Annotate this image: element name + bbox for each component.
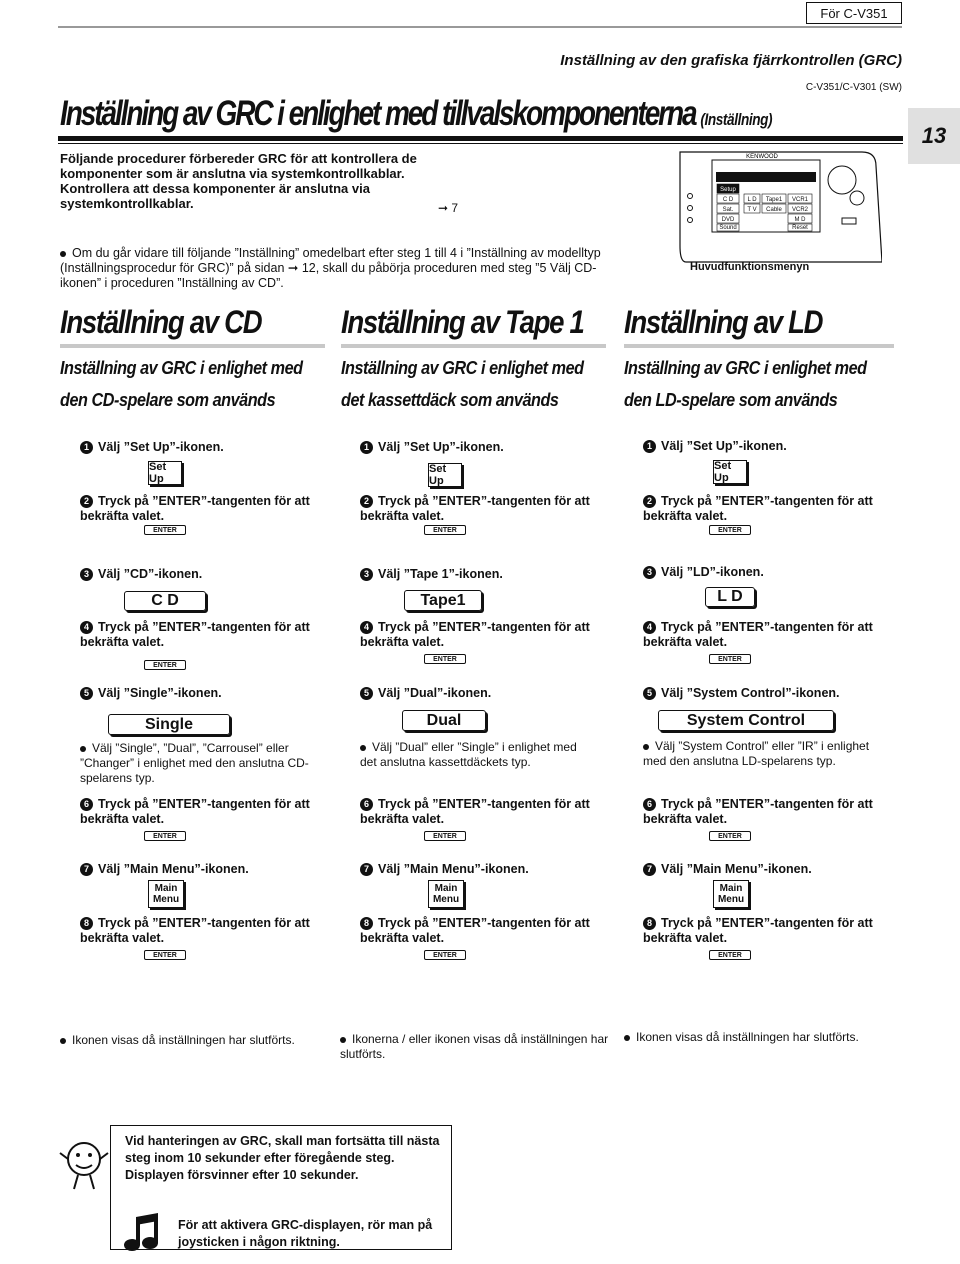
step-number-3: 3 bbox=[643, 566, 656, 579]
step-text: Tryck på ”ENTER”-tangenten för att bekräfta valet. bbox=[360, 797, 590, 826]
enter-icon: ENTER bbox=[144, 660, 186, 670]
ld-note-5 bbox=[643, 739, 878, 769]
setup-icon: Set Up bbox=[713, 460, 747, 484]
step-text: Tryck på ”ENTER”-tangenten för att bekräfta valet. bbox=[80, 916, 310, 945]
enter-icon: ENTER bbox=[144, 950, 186, 960]
bullet-icon bbox=[624, 1035, 630, 1041]
step-text: Tryck på ”ENTER”-tangenten för att bekräfta valet. bbox=[80, 494, 310, 523]
main-menu-caption: Huvudfunktionsmenyn bbox=[690, 261, 810, 273]
step-text: Tryck på ”ENTER”-tangenten för att bekräfta valet. bbox=[643, 620, 873, 649]
remote-button-label: Reset bbox=[792, 224, 808, 231]
step-text: Välj ”LD”-ikonen. bbox=[661, 565, 764, 579]
main-menu-icon bbox=[428, 880, 464, 908]
step-text: Tryck på ”ENTER”-tangenten för att bekräfta valet. bbox=[643, 494, 873, 523]
step-number-6: 6 bbox=[80, 798, 93, 811]
main-menu-label-1: Main bbox=[719, 883, 743, 894]
remote-button-label: T V bbox=[747, 206, 757, 213]
note-text: Välj ”System Control” eller ”IR” i enlighet med den anslutna LD-spelarens typ. bbox=[643, 739, 870, 768]
note-text: Ikonen visas då inställningen har slutförts. bbox=[636, 1030, 859, 1044]
step-text: Tryck på ”ENTER”-tangenten för att bekräfta valet. bbox=[360, 916, 590, 945]
step-text: Välj ”Main Menu”-ikonen. bbox=[98, 862, 249, 876]
ld-completion-note bbox=[624, 1030, 894, 1045]
remote-button-label: L D bbox=[747, 196, 757, 203]
step-text: Välj ”Set Up”-ikonen. bbox=[98, 440, 224, 454]
main-menu-label-2: Menu bbox=[152, 894, 180, 905]
column-subtitle-1: Inställning av GRC i enlighet med bbox=[60, 358, 303, 378]
column-rule bbox=[341, 344, 606, 348]
column-tape1 bbox=[341, 304, 606, 416]
step-text: Tryck på ”ENTER”-tangenten för att bekräfta valet. bbox=[360, 620, 590, 649]
step-number-5: 5 bbox=[643, 687, 656, 700]
bullet-icon bbox=[60, 251, 66, 257]
ld-step-4 bbox=[643, 620, 893, 650]
step-number-7: 7 bbox=[360, 863, 373, 876]
step-number-1: 1 bbox=[643, 440, 656, 453]
tape-completion-note bbox=[340, 1032, 610, 1062]
step-text: Tryck på ”ENTER”-tangenten för att bekräfta valet. bbox=[80, 797, 310, 826]
column-title: Inställning av LD bbox=[624, 304, 823, 340]
column-title: Inställning av CD bbox=[60, 304, 262, 340]
enter-icon: ENTER bbox=[144, 831, 186, 841]
step-number-7: 7 bbox=[80, 863, 93, 876]
tape-step-1 bbox=[360, 440, 605, 455]
step-text: Tryck på ”ENTER”-tangenten för att bekräfta valet. bbox=[80, 620, 310, 649]
step-text: Välj ”CD”-ikonen. bbox=[98, 567, 203, 581]
column-title: Inställning av Tape 1 bbox=[341, 304, 584, 340]
step-text: Tryck på ”ENTER”-tangenten för att bekräfta valet. bbox=[360, 494, 590, 523]
step-number-3: 3 bbox=[360, 568, 373, 581]
note-top-text: Om du går vidare till följande ”Inställning” omedelbart efter steg 1 till 4 i ”Inställning av modelltyp (Inställningsprocedur för GRC)” på sidan ➞ 12, skall du påbörja proceduren med steg ”5 Välj CD-ikonen” i proceduren ”Inställning av CD”. bbox=[60, 246, 601, 290]
tip-text-2: För att aktivera GRC-displayen, rör man på joysticken i någon riktning. bbox=[178, 1218, 433, 1249]
bullet-icon bbox=[340, 1037, 346, 1043]
main-menu-icon bbox=[148, 880, 184, 908]
tape-step-6 bbox=[360, 797, 605, 827]
step-number-3: 3 bbox=[80, 568, 93, 581]
tape-step-7 bbox=[360, 862, 605, 877]
enter-icon: ENTER bbox=[424, 525, 466, 535]
step-text: Välj ”Main Menu”-ikonen. bbox=[378, 862, 529, 876]
step-number-2: 2 bbox=[643, 495, 656, 508]
column-subtitle-2: det kassettdäck som används bbox=[341, 390, 559, 410]
remote-button-label: Sat. bbox=[722, 206, 734, 213]
ld-step-8 bbox=[643, 916, 893, 946]
cd-note-5 bbox=[80, 741, 315, 786]
enter-icon: ENTER bbox=[144, 525, 186, 535]
column-rule bbox=[624, 344, 894, 348]
step-number-6: 6 bbox=[360, 798, 373, 811]
remote-illustration bbox=[672, 146, 882, 264]
ld-step-5 bbox=[643, 686, 893, 701]
step-text: Välj ”Tape 1”-ikonen. bbox=[378, 567, 503, 581]
tape-step-8 bbox=[360, 916, 605, 946]
title-rule-thick bbox=[58, 136, 903, 141]
tape-step-5 bbox=[360, 686, 605, 701]
enter-icon: ENTER bbox=[424, 654, 466, 664]
title-rule-thin bbox=[58, 143, 903, 144]
ld-step-1 bbox=[643, 439, 893, 454]
enter-icon: ENTER bbox=[424, 831, 466, 841]
enter-icon: ENTER bbox=[709, 525, 751, 535]
main-menu-label-2: Menu bbox=[432, 894, 460, 905]
step-number-2: 2 bbox=[80, 495, 93, 508]
remote-button-label: Sound bbox=[719, 224, 737, 231]
enter-icon: ENTER bbox=[424, 950, 466, 960]
remote-button-label: Cable bbox=[766, 206, 782, 213]
enter-icon: ENTER bbox=[709, 831, 751, 841]
single-icon: Single bbox=[108, 714, 230, 735]
step-text: Välj ”Main Menu”-ikonen. bbox=[661, 862, 812, 876]
step-number-5: 5 bbox=[360, 687, 373, 700]
bullet-icon bbox=[80, 746, 86, 752]
note-text: Ikonen visas då inställningen har slutförts. bbox=[72, 1033, 295, 1047]
ld-step-3 bbox=[643, 565, 893, 580]
column-rule bbox=[60, 344, 325, 348]
step-text: Välj ”Single”-ikonen. bbox=[98, 686, 222, 700]
remote-button-label: C D bbox=[722, 196, 734, 203]
remote-button-label: DVD bbox=[721, 216, 735, 223]
cd-step-8 bbox=[80, 916, 325, 946]
main-menu-label-1: Main bbox=[434, 883, 458, 894]
step-text: Välj ”Dual”-ikonen. bbox=[378, 686, 492, 700]
main-menu-icon bbox=[713, 880, 749, 908]
step-number-8: 8 bbox=[360, 917, 373, 930]
remote-button-label: Setup bbox=[720, 186, 736, 193]
remote-button-label: M D bbox=[794, 216, 806, 223]
bullet-icon bbox=[60, 1038, 66, 1044]
step-number-5: 5 bbox=[80, 687, 93, 700]
remote-button-label: VCR1 bbox=[791, 196, 809, 203]
tape1-icon: Tape1 bbox=[404, 590, 482, 611]
step-number-4: 4 bbox=[643, 621, 656, 634]
step-text: Välj ”Set Up”-ikonen. bbox=[378, 440, 504, 454]
step-text: Tryck på ”ENTER”-tangenten för att bekräfta valet. bbox=[643, 916, 873, 945]
model-label: För C-V351 bbox=[806, 2, 902, 24]
intro-text: Följande procedurer förbereder GRC för att kontrollera de komponenter som är anslutna via systemkontrollkablar. Kontrollera att dessa komponenter är anslutna via systemkontrollkablar. bbox=[60, 151, 417, 211]
setup-icon: Set Up bbox=[148, 461, 182, 485]
music-note-icon bbox=[124, 1213, 162, 1253]
step-number-4: 4 bbox=[80, 621, 93, 634]
cd-completion-note bbox=[60, 1033, 330, 1048]
tape-step-3 bbox=[360, 567, 605, 582]
enter-icon: ENTER bbox=[709, 950, 751, 960]
column-subtitle-2: den LD-spelare som används bbox=[624, 390, 838, 410]
ld-icon: L D bbox=[705, 587, 755, 607]
tip-text-1: Vid hanteringen av GRC, skall man fortsätta till nästa steg inom 10 sekunder efter föregående steg. Displayen försvinner efter 10 sekunder. bbox=[125, 1134, 440, 1182]
step-text: Välj ”Set Up”-ikonen. bbox=[661, 439, 787, 453]
column-subtitle-1: Inställning av GRC i enlighet med bbox=[341, 358, 584, 378]
cd-step-5 bbox=[80, 686, 325, 701]
dual-icon: Dual bbox=[402, 710, 486, 731]
system-control-icon: System Control bbox=[658, 710, 834, 731]
remote-button-label: VCR2 bbox=[791, 206, 809, 213]
cd-step-2 bbox=[80, 494, 325, 524]
page-title bbox=[60, 94, 772, 134]
header-rule bbox=[58, 26, 902, 28]
note-text: Välj ”Single”, ”Dual”, ”Carrousel” eller ”Changer” i enlighet med den anslutna CD-spelarens typ. bbox=[80, 741, 309, 785]
step-number-7: 7 bbox=[643, 863, 656, 876]
column-cd bbox=[60, 304, 325, 416]
note-top bbox=[60, 246, 632, 291]
step-text: Välj ”System Control”-ikonen. bbox=[661, 686, 840, 700]
bullet-icon bbox=[643, 744, 649, 750]
remote-button-label: Tape1 bbox=[765, 196, 783, 203]
page-title-text: Inställning av GRC i enlighet med tillvalskomponenterna bbox=[60, 94, 696, 133]
setup-icon: Set Up bbox=[428, 463, 462, 487]
remote-brand: KENWOOD bbox=[746, 154, 778, 160]
main-menu-label-1: Main bbox=[154, 883, 178, 894]
cd-step-3 bbox=[80, 567, 325, 582]
enter-icon: ENTER bbox=[709, 654, 751, 664]
mascot-icon bbox=[58, 1133, 110, 1193]
cd-step-4 bbox=[80, 620, 325, 650]
main-menu-label-2: Menu bbox=[717, 894, 745, 905]
cd-step-7 bbox=[80, 862, 325, 877]
cd-icon: C D bbox=[124, 591, 206, 611]
step-number-8: 8 bbox=[643, 917, 656, 930]
step-number-1: 1 bbox=[360, 441, 373, 454]
model-codes: C-V351/C-V301 (SW) bbox=[805, 82, 902, 93]
step-number-6: 6 bbox=[643, 798, 656, 811]
cd-step-6 bbox=[80, 797, 325, 827]
bullet-icon bbox=[360, 745, 366, 751]
section-title: Inställning av den grafiska fjärrkontrollen (GRC) bbox=[560, 52, 902, 69]
step-number-4: 4 bbox=[360, 621, 373, 634]
note-text: Ikonerna / eller ikonen visas då inställningen har slutförts. bbox=[340, 1032, 609, 1061]
ld-step-6 bbox=[643, 797, 893, 827]
intro-page-ref: ➞ 7 bbox=[438, 201, 459, 215]
step-number-8: 8 bbox=[80, 917, 93, 930]
column-subtitle-1: Inställning av GRC i enlighet med bbox=[624, 358, 867, 378]
ld-step-7 bbox=[643, 862, 893, 877]
tape-note-5 bbox=[360, 740, 595, 770]
step-text: Tryck på ”ENTER”-tangenten för att bekräfta valet. bbox=[643, 797, 873, 826]
tape-step-2 bbox=[360, 494, 605, 524]
tape-step-4 bbox=[360, 620, 605, 650]
page-number: 13 bbox=[908, 108, 960, 164]
column-subtitle-2: den CD-spelare som används bbox=[60, 390, 276, 410]
step-number-1: 1 bbox=[80, 441, 93, 454]
note-text: Välj ”Dual” eller ”Single” i enlighet med det anslutna kassettdäckets typ. bbox=[360, 740, 577, 769]
ld-step-2 bbox=[643, 494, 893, 524]
page-title-suffix: (Inställning) bbox=[700, 110, 773, 129]
step-number-2: 2 bbox=[360, 495, 373, 508]
cd-step-1 bbox=[80, 440, 325, 455]
column-ld bbox=[624, 304, 894, 416]
